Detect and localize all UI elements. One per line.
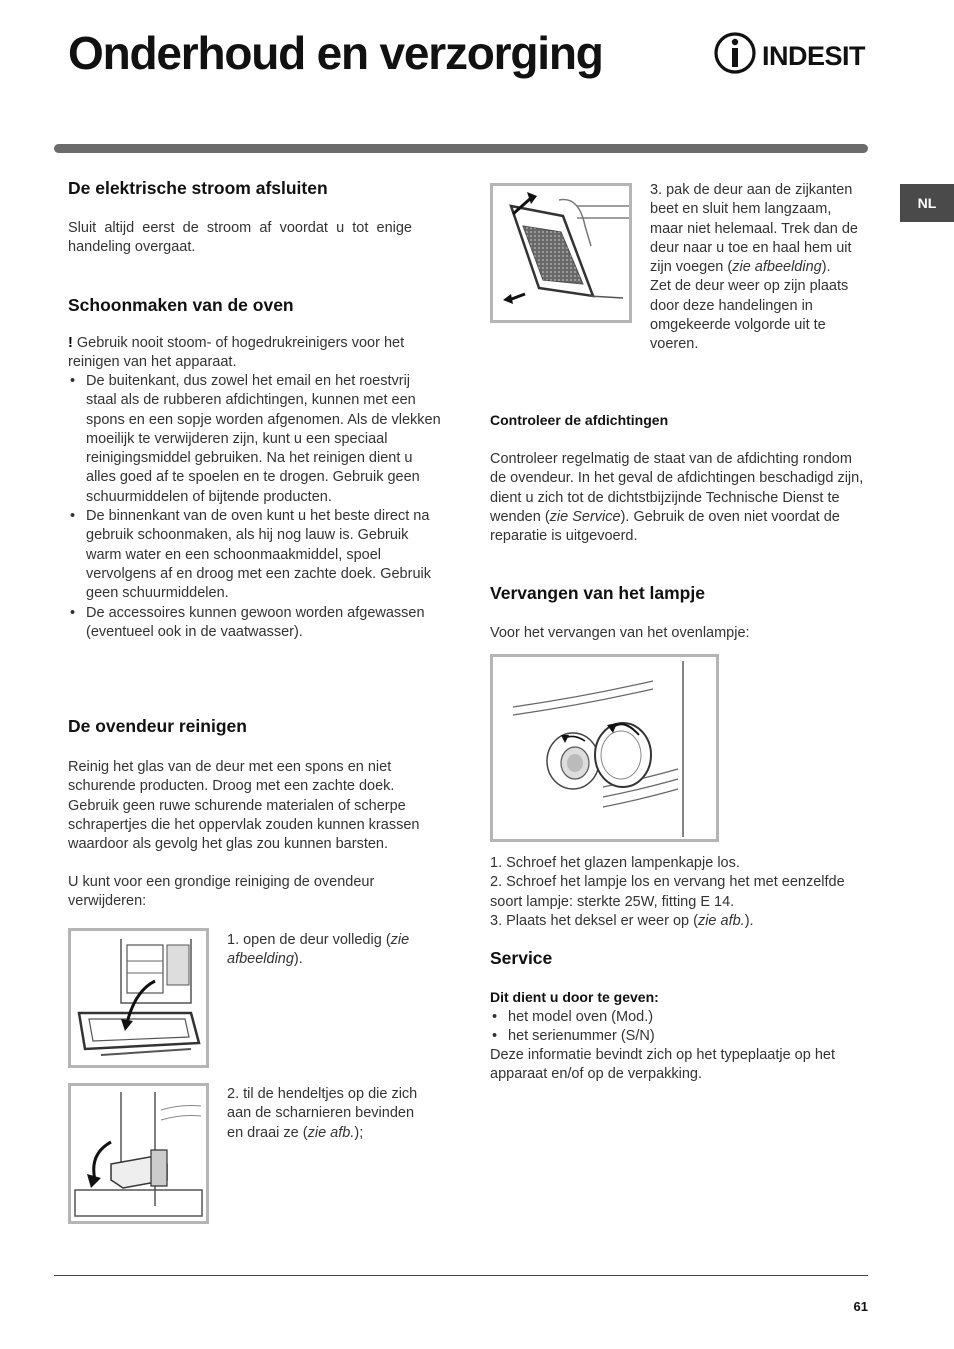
service-list: [490, 1008, 866, 1047]
warning-mark: !: [68, 335, 73, 351]
figure-remove-door: [490, 183, 632, 323]
door-step-2: 2. til de hendeltjes op die zich aan de scharnieren bevinden en draai ze (zie afb.);: [227, 1086, 418, 1141]
cleaning-list: [68, 372, 442, 642]
lamp-step-3: 3. Plaats het deksel er weer op (zie afb.).: [490, 912, 754, 929]
section-heading-lamp: Vervangen van het lampje: [490, 583, 705, 603]
service-subheading: Dit dient u door te geven:: [490, 989, 659, 1005]
open-door-illustration: [71, 931, 206, 1065]
door-text-2: U kunt voor een grondige reiniging de ovendeur verwijderen:: [68, 874, 375, 910]
figure-hinge-levers: [68, 1083, 209, 1224]
figure-open-door: [68, 928, 209, 1068]
lamp-intro: Voor het vervangen van het ovenlampje:: [490, 625, 750, 641]
service-text: Deze informatie bevindt zich op het typeplaatje op het apparaat en/of op de verpakking.: [490, 1047, 835, 1083]
section-heading-cleaning: Schoonmaken van de oven: [68, 295, 294, 315]
section-heading-power: De elektrische stroom afsluiten: [68, 178, 328, 198]
list-item: • De buitenkant, dus zowel het email en het roestvrij staal als de rubberen afdichtingen, kunnen met een spons en een sopje worden afgenomen. Als de vlekken moeilijk te verwijderen zijn, kunt u een speciaal reinigingsmiddel gebruiken. Na het reinigen dient u alles goed af te spoelen en te drogen. Gebruik geen schuurmiddelen of bijtende producten.: [68, 372, 442, 507]
cleaning-warning: [68, 334, 442, 373]
hinge-lever-illustration: [71, 1086, 206, 1221]
lamp-steps: [490, 854, 866, 931]
door-step-1: 1. open de deur volledig (zie afbeelding).: [227, 932, 410, 968]
section-heading-seals: Controleer de afdichtingen: [490, 412, 669, 428]
list-item: • De binnenkant van de oven kunt u het beste direct na gebruik schoonmaken, als hij nog lauw is. Gebruik warm water en een schoonmaakmiddel, spoel vervolgens af en droog met een zachte doek. Gebruik geen schuurmiddelen.: [68, 507, 442, 603]
svg-text:INDESIT: INDESIT: [762, 41, 866, 71]
page-title: Onderhoud en verzorging: [68, 27, 603, 79]
lamp-illustration: [493, 657, 716, 839]
warning-text: Gebruik nooit stoom- of hogedrukreinigers voor het reinigen van het apparaat.: [68, 335, 405, 371]
page-number: 61: [853, 1299, 868, 1314]
list-item: • het serienummer (S/N): [490, 1027, 866, 1046]
indesit-logo: [714, 30, 870, 76]
door-step-3: 3. pak de deur aan de zijkanten beet en sluit hem langzaam, maar niet helemaal. Trek dan de deur naar u toe en haal hem uit zijn voegen (zie afbeelding). Zet de deur weer op zijn plaats door deze handelingen in omgekeerde volgorde uit te voeren.: [650, 182, 858, 353]
lamp-step-2: 2. Schroef het lampje los en vervang het met eenzelfde soort lampje: sterkte 25W, fitting E 14.: [490, 874, 845, 910]
footer-divider: [54, 1275, 868, 1276]
language-tab: NL: [900, 184, 954, 222]
list-item: • het model oven (Mod.): [490, 1008, 866, 1027]
section-heading-door: De ovendeur reinigen: [68, 716, 247, 736]
lamp-step-1: 1. Schroef het glazen lampenkapje los.: [490, 855, 740, 871]
remove-door-illustration: [493, 186, 629, 320]
figure-lamp: [490, 654, 719, 842]
section-heading-service: Service: [490, 948, 553, 968]
door-text: Reinig het glas van de deur met een spons en niet schurende producten. Droog met een zachte doek. Gebruik geen ruwe schurende materialen of scherpe schrapertjes die het oppervlak zouden kunnen krassen waardoor als gevolg het glas zou kunnen barsten.: [68, 759, 420, 853]
seals-text: Controleer regelmatig de staat van de afdichting rondom de ovendeur. In het geval de afdichtingen beschadigd zijn, dient u zich tot de dichtstbijzijnde Technische Dienst te wenden (zie Service). Gebruik de oven niet voordat de reparatie is uitgevoerd.: [490, 451, 864, 545]
list-item: • De accessoires kunnen gewoon worden afgewassen (eventueel ook in de vaatwasser).: [68, 604, 442, 643]
header-divider-bar: [54, 144, 868, 153]
power-text: Sluit altijd eerst de stroom af voordat u tot enige handeling overgaat.: [68, 220, 412, 256]
